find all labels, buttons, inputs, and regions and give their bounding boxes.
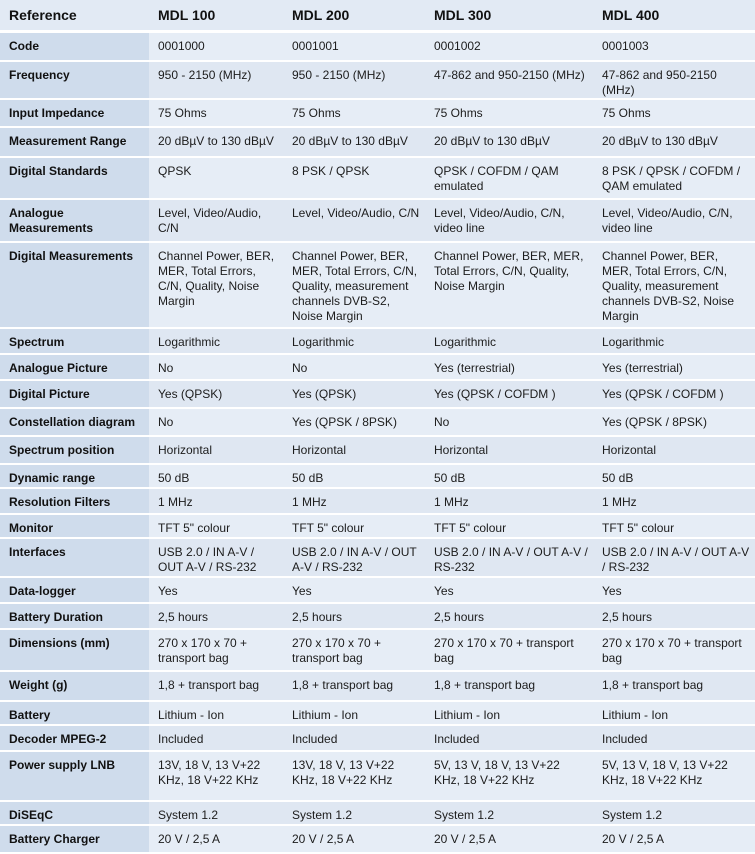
row-label: Code xyxy=(0,32,149,61)
header-mdl-300: MDL 300 xyxy=(425,0,593,32)
table-row xyxy=(0,801,755,825)
table-row xyxy=(0,603,755,629)
row-label: Analogue Measurements xyxy=(0,199,149,242)
row-label: Spectrum xyxy=(0,328,149,354)
row-label: Dynamic range xyxy=(0,464,149,488)
cell-mdl-300: Logarithmic xyxy=(425,328,593,354)
cell-mdl-200: Logarithmic xyxy=(283,328,425,354)
cell-mdl-200: TFT 5" colour xyxy=(283,514,425,538)
cell-mdl-200: System 1.2 xyxy=(283,801,425,825)
cell-mdl-300: 50 dB xyxy=(425,464,593,488)
cell-mdl-400: 5V, 13 V, 18 V, 13 V+22 KHz, 18 V+22 KHz xyxy=(593,751,755,801)
row-label: Analogue Picture xyxy=(0,354,149,380)
table-row xyxy=(0,127,755,157)
row-label: Dimensions (mm) xyxy=(0,629,149,671)
cell-mdl-300: Yes xyxy=(425,577,593,603)
cell-mdl-300: 270 x 170 x 70 + transport bag xyxy=(425,629,593,671)
row-label: Resolution Filters xyxy=(0,488,149,514)
cell-mdl-400: Yes (QPSK / 8PSK) xyxy=(593,408,755,436)
header-row xyxy=(0,0,755,32)
row-label: Frequency xyxy=(0,61,149,99)
cell-mdl-400: TFT 5" colour xyxy=(593,514,755,538)
cell-mdl-300: 75 Ohms xyxy=(425,99,593,127)
header-mdl-200: MDL 200 xyxy=(283,0,425,32)
cell-mdl-300: System 1.2 xyxy=(425,801,593,825)
table-row xyxy=(0,725,755,751)
cell-mdl-100: Lithium - Ion xyxy=(149,701,283,725)
cell-mdl-100: 950 - 2150 (MHz) xyxy=(149,61,283,99)
cell-mdl-300: Horizontal xyxy=(425,436,593,464)
cell-mdl-100: Included xyxy=(149,725,283,751)
cell-mdl-300: Channel Power, BER, MER, Total Errors, C/N, Quality, Noise Margin xyxy=(425,242,593,328)
cell-mdl-400: 0001003 xyxy=(593,32,755,61)
row-label: Battery Duration xyxy=(0,603,149,629)
cell-mdl-400: 8 PSK / QPSK / COFDM / QAM emulated xyxy=(593,157,755,199)
table-row xyxy=(0,825,755,853)
table-row xyxy=(0,328,755,354)
cell-mdl-400: 2,5 hours xyxy=(593,603,755,629)
cell-mdl-200: Level, Video/Audio, C/N xyxy=(283,199,425,242)
cell-mdl-200: No xyxy=(283,354,425,380)
cell-mdl-400: 270 x 170 x 70 + transport bag xyxy=(593,629,755,671)
cell-mdl-200: 0001001 xyxy=(283,32,425,61)
cell-mdl-400: Channel Power, BER, MER, Total Errors, C/N, Quality, measurement channels DVB-S2, Noise Margin xyxy=(593,242,755,328)
cell-mdl-400: Horizontal xyxy=(593,436,755,464)
cell-mdl-100: Logarithmic xyxy=(149,328,283,354)
table-row xyxy=(0,32,755,61)
cell-mdl-300: USB 2.0 / IN A-V / OUT A-V / RS-232 xyxy=(425,538,593,577)
cell-mdl-100: 1,8 + transport bag xyxy=(149,671,283,701)
cell-mdl-200: 8 PSK / QPSK xyxy=(283,157,425,199)
row-label: Input Impedance xyxy=(0,99,149,127)
cell-mdl-300: Included xyxy=(425,725,593,751)
header-mdl-400: MDL 400 xyxy=(593,0,755,32)
row-label: Interfaces xyxy=(0,538,149,577)
cell-mdl-100: 20 V / 2,5 A xyxy=(149,825,283,853)
cell-mdl-100: USB 2.0 / IN A-V / OUT A-V / RS-232 xyxy=(149,538,283,577)
row-label: Spectrum position xyxy=(0,436,149,464)
row-label: Measurement Range xyxy=(0,127,149,157)
cell-mdl-300: 0001002 xyxy=(425,32,593,61)
cell-mdl-200: Yes (QPSK / 8PSK) xyxy=(283,408,425,436)
table-row xyxy=(0,354,755,380)
table-row xyxy=(0,380,755,408)
table-row xyxy=(0,538,755,577)
cell-mdl-400: 20 dBµV to 130 dBµV xyxy=(593,127,755,157)
row-label: Battery Charger xyxy=(0,825,149,853)
cell-mdl-200: 20 V / 2,5 A xyxy=(283,825,425,853)
cell-mdl-300: Yes (terrestrial) xyxy=(425,354,593,380)
cell-mdl-100: TFT 5" colour xyxy=(149,514,283,538)
cell-mdl-100: 13V, 18 V, 13 V+22 KHz, 18 V+22 KHz xyxy=(149,751,283,801)
table-row xyxy=(0,436,755,464)
cell-mdl-400: Yes (terrestrial) xyxy=(593,354,755,380)
table-row xyxy=(0,99,755,127)
cell-mdl-100: No xyxy=(149,408,283,436)
cell-mdl-400: System 1.2 xyxy=(593,801,755,825)
cell-mdl-200: USB 2.0 / IN A-V / OUT A-V / RS-232 xyxy=(283,538,425,577)
row-label: Data-logger xyxy=(0,577,149,603)
cell-mdl-400: 20 V / 2,5 A xyxy=(593,825,755,853)
cell-mdl-400: USB 2.0 / IN A-V / OUT A-V / RS-232 xyxy=(593,538,755,577)
cell-mdl-200: 13V, 18 V, 13 V+22 KHz, 18 V+22 KHz xyxy=(283,751,425,801)
cell-mdl-400: 47-862 and 950-2150 (MHz) xyxy=(593,61,755,99)
row-label: Power supply LNB xyxy=(0,751,149,801)
row-label: Battery xyxy=(0,701,149,725)
cell-mdl-300: 20 dBµV to 130 dBµV xyxy=(425,127,593,157)
cell-mdl-400: 50 dB xyxy=(593,464,755,488)
row-label: Weight (g) xyxy=(0,671,149,701)
cell-mdl-400: Included xyxy=(593,725,755,751)
cell-mdl-400: Yes xyxy=(593,577,755,603)
cell-mdl-300: Yes (QPSK / COFDM ) xyxy=(425,380,593,408)
cell-mdl-200: 75 Ohms xyxy=(283,99,425,127)
cell-mdl-200: 270 x 170 x 70 + transport bag xyxy=(283,629,425,671)
cell-mdl-200: 950 - 2150 (MHz) xyxy=(283,61,425,99)
cell-mdl-300: 20 V / 2,5 A xyxy=(425,825,593,853)
cell-mdl-200: Horizontal xyxy=(283,436,425,464)
cell-mdl-300: 5V, 13 V, 18 V, 13 V+22 KHz, 18 V+22 KHz xyxy=(425,751,593,801)
table-row xyxy=(0,514,755,538)
table-row xyxy=(0,157,755,199)
row-label: Decoder MPEG-2 xyxy=(0,725,149,751)
row-label: Digital Standards xyxy=(0,157,149,199)
cell-mdl-100: 20 dBµV to 130 dBµV xyxy=(149,127,283,157)
cell-mdl-200: 20 dBµV to 130 dBµV xyxy=(283,127,425,157)
cell-mdl-100: QPSK xyxy=(149,157,283,199)
row-label: Digital Picture xyxy=(0,380,149,408)
table-row xyxy=(0,701,755,725)
cell-mdl-300: No xyxy=(425,408,593,436)
cell-mdl-400: 1 MHz xyxy=(593,488,755,514)
table-row xyxy=(0,671,755,701)
cell-mdl-200: Yes (QPSK) xyxy=(283,380,425,408)
cell-mdl-200: Included xyxy=(283,725,425,751)
table-row xyxy=(0,629,755,671)
table-row xyxy=(0,464,755,488)
cell-mdl-200: 50 dB xyxy=(283,464,425,488)
table-row xyxy=(0,199,755,242)
cell-mdl-300: 2,5 hours xyxy=(425,603,593,629)
table-row xyxy=(0,577,755,603)
cell-mdl-400: Level, Video/Audio, C/N, video line xyxy=(593,199,755,242)
cell-mdl-300: 47-862 and 950-2150 (MHz) xyxy=(425,61,593,99)
cell-mdl-100: System 1.2 xyxy=(149,801,283,825)
cell-mdl-200: Lithium - Ion xyxy=(283,701,425,725)
cell-mdl-200: 1,8 + transport bag xyxy=(283,671,425,701)
cell-mdl-300: Level, Video/Audio, C/N, video line xyxy=(425,199,593,242)
cell-mdl-100: Level, Video/Audio, C/N xyxy=(149,199,283,242)
table-row xyxy=(0,242,755,328)
cell-mdl-400: 75 Ohms xyxy=(593,99,755,127)
cell-mdl-100: Horizontal xyxy=(149,436,283,464)
cell-mdl-100: 75 Ohms xyxy=(149,99,283,127)
cell-mdl-100: 50 dB xyxy=(149,464,283,488)
cell-mdl-400: 1,8 + transport bag xyxy=(593,671,755,701)
cell-mdl-100: Yes (QPSK) xyxy=(149,380,283,408)
row-label: Constellation diagram xyxy=(0,408,149,436)
table-row xyxy=(0,488,755,514)
table-row xyxy=(0,408,755,436)
cell-mdl-400: Lithium - Ion xyxy=(593,701,755,725)
cell-mdl-300: 1 MHz xyxy=(425,488,593,514)
cell-mdl-100: Channel Power, BER, MER, Total Errors, C/N, Quality, Noise Margin xyxy=(149,242,283,328)
cell-mdl-200: Yes xyxy=(283,577,425,603)
cell-mdl-300: 1,8 + transport bag xyxy=(425,671,593,701)
cell-mdl-100: Yes xyxy=(149,577,283,603)
cell-mdl-200: 1 MHz xyxy=(283,488,425,514)
cell-mdl-300: Lithium - Ion xyxy=(425,701,593,725)
cell-mdl-200: 2,5 hours xyxy=(283,603,425,629)
header-mdl-100: MDL 100 xyxy=(149,0,283,32)
cell-mdl-100: 0001000 xyxy=(149,32,283,61)
cell-mdl-100: 1 MHz xyxy=(149,488,283,514)
cell-mdl-100: No xyxy=(149,354,283,380)
cell-mdl-100: 2,5 hours xyxy=(149,603,283,629)
cell-mdl-300: QPSK / COFDM / QAM emulated xyxy=(425,157,593,199)
table-row xyxy=(0,751,755,801)
cell-mdl-200: Channel Power, BER, MER, Total Errors, C/N, Quality, measurement channels DVB-S2, Noise Margin xyxy=(283,242,425,328)
cell-mdl-100: 270 x 170 x 70 + transport bag xyxy=(149,629,283,671)
cell-mdl-400: Logarithmic xyxy=(593,328,755,354)
row-label: Monitor xyxy=(0,514,149,538)
cell-mdl-300: TFT 5" colour xyxy=(425,514,593,538)
header-reference: Reference xyxy=(0,0,149,32)
cell-mdl-400: Yes (QPSK / COFDM ) xyxy=(593,380,755,408)
table-row xyxy=(0,61,755,99)
row-label: Digital Measurements xyxy=(0,242,149,328)
row-label: DiSEqC xyxy=(0,801,149,825)
